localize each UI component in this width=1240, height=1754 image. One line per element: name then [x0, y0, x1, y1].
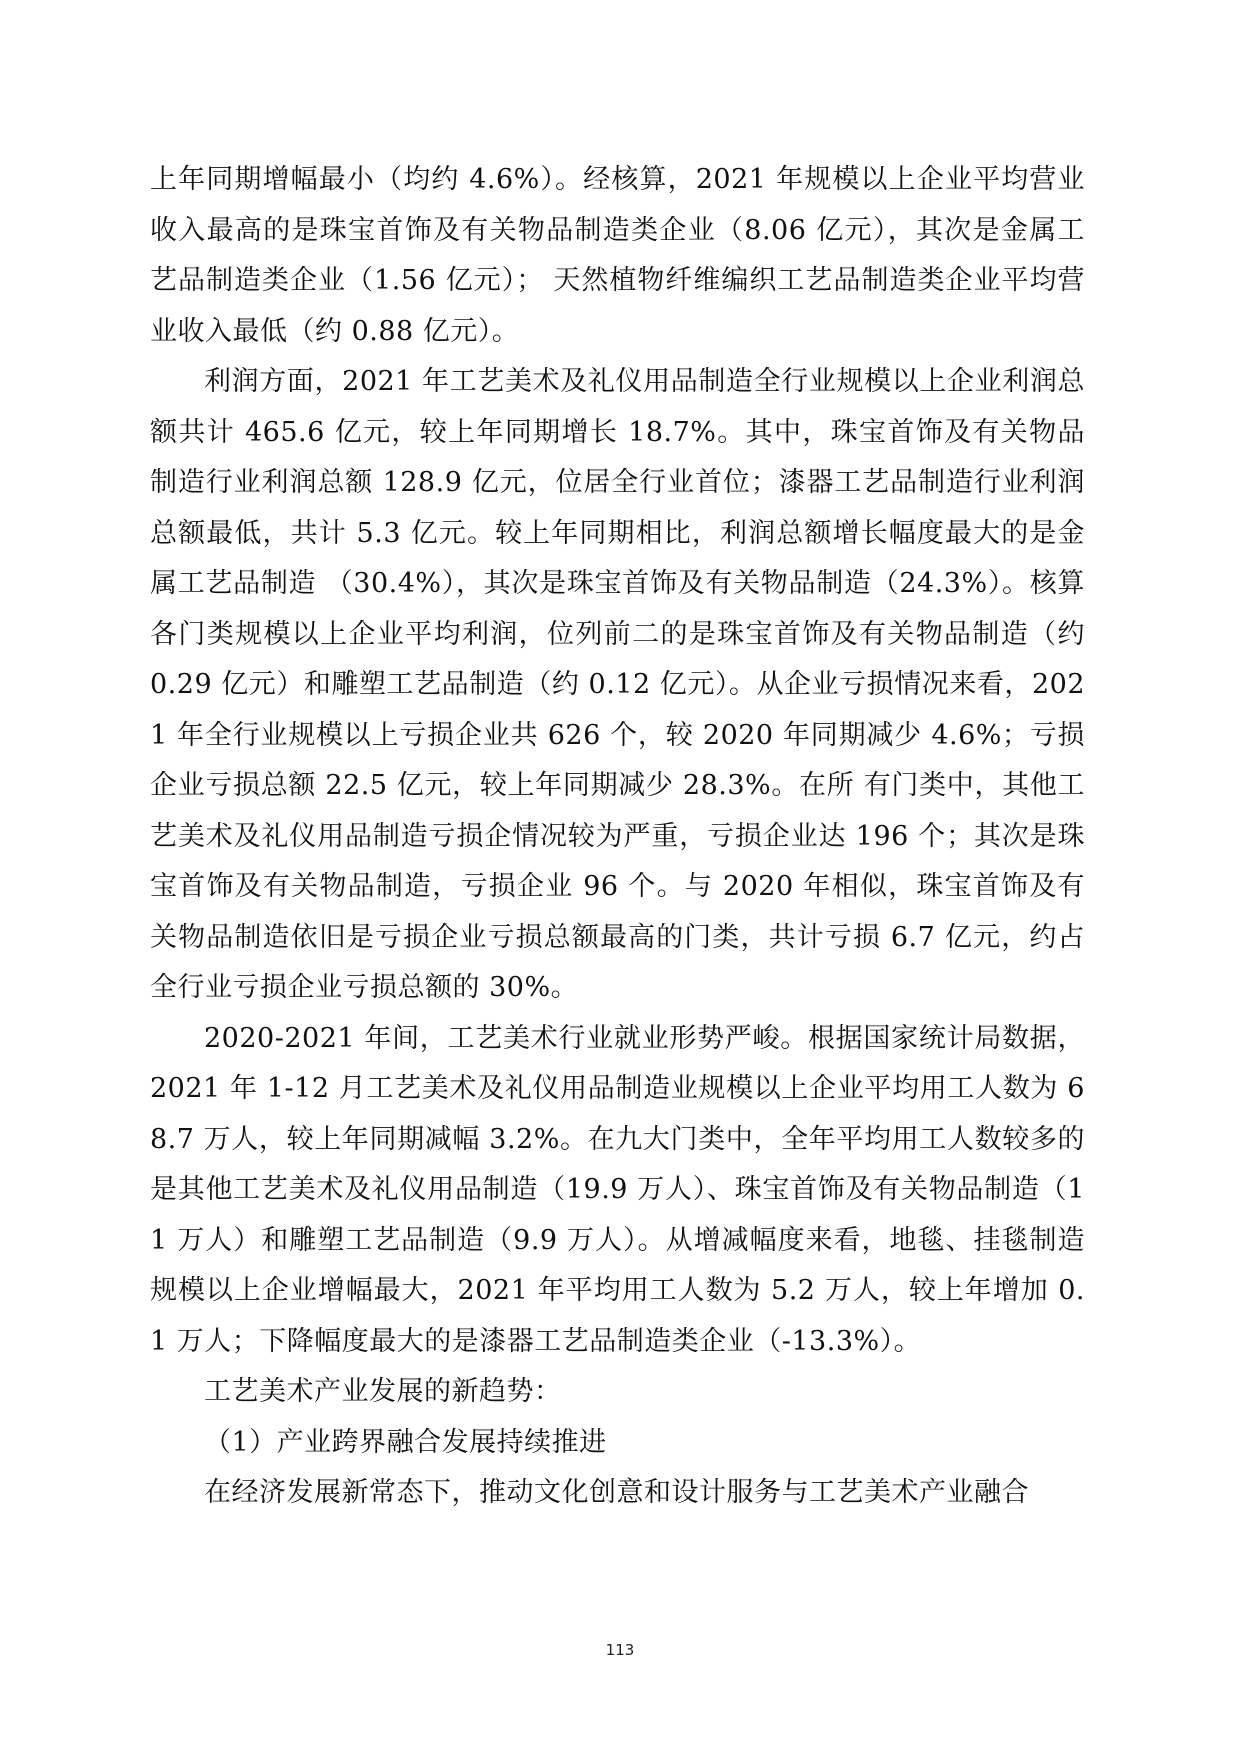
- sub-heading-cross-industry: （1）产业跨界融合发展持续推进: [204, 1426, 607, 1458]
- paragraph-integration: 在经济发展新常态下，推动文化创意和设计服务与工艺美术产业融合: [204, 1477, 1029, 1508]
- section-heading-new-trends: 工艺美术产业发展的新趋势：: [204, 1376, 562, 1407]
- paragraph-continuation: 上年同期增幅最小（均约 4.6%）。经核算，2021 年规模以上企业平均营业收入最高的是珠宝首饰及有关物品制造类企业（8.06 亿元），其次是金属工艺品制造类企业（1.56 亿元）； 天然植物纤维编织工艺品制造类企业平均营业收入最低（约 0.88 亿元）。: [150, 164, 1085, 347]
- paragraph-employment: 2020-2021 年间，工艺美术行业就业形势严峻。根据国家统计局数据，2021 年 1-12 月工艺美术及礼仪用品制造业规模以上企业平均用工人数为 68.7 万人，较上年同期减幅 3.2%。在九大门类中，全年平均用工人数较多的是其他工艺美术及礼仪用品制造（19.9 万人）、珠宝首饰及有关物品制造（11 万人）和雕塑工艺品制造（9.9 万人）。从增减幅度来看，地毯、挂毯制造规模以上企业增幅最大，2021 年平均用工人数为 5.2 万人，较上年增加 0.1 万人；下降幅度最大的是漆器工艺品制造类企业（-13.3%）。: [150, 1022, 1085, 1357]
- body-text: [150, 155, 1085, 1519]
- paragraph-profit: 利润方面，2021 年工艺美术及礼仪用品制造全行业规模以上企业利润总额共计 465.6 亿元，较上年同期增长 18.7%。其中，珠宝首饰及有关物品制造行业利润总额 128.9 亿元，位居全行业首位；漆器工艺品制造行业利润总额最低，共计 5.3 亿元。较上年同期相比，利润总额增长幅度最大的是金属工艺品制造 （30.4%），其次是珠宝首饰及有关物品制造（24.3%）。核算各门类规模以上企业平均利润，位列前二的是珠宝首饰及有关物品制造（约 0.29 亿元）和雕塑工艺品制造（约 0.12 亿元）。从企业亏损情况来看，2021 年全行业规模以上亏损企业共 626 个，较 2020 年同期减少 4.6%；亏损企业亏损总额 22.5 亿元，较上年同期减少 28.3%。在所 有门类中，其他工艺美术及礼仪用品制造亏损企情况较为严重，亏损企业达 196 个；其次是珠宝首饰及有关物品制造，亏损企业 96 个。与 2020 年相似，珠宝首饰及有关物品制造依旧是亏损企业亏损总额最高的门类，共计亏损 6.7 亿元，约占全行业亏损企业亏损总额的 30%。: [150, 366, 1085, 1003]
- page-number: 113: [605, 1641, 635, 1659]
